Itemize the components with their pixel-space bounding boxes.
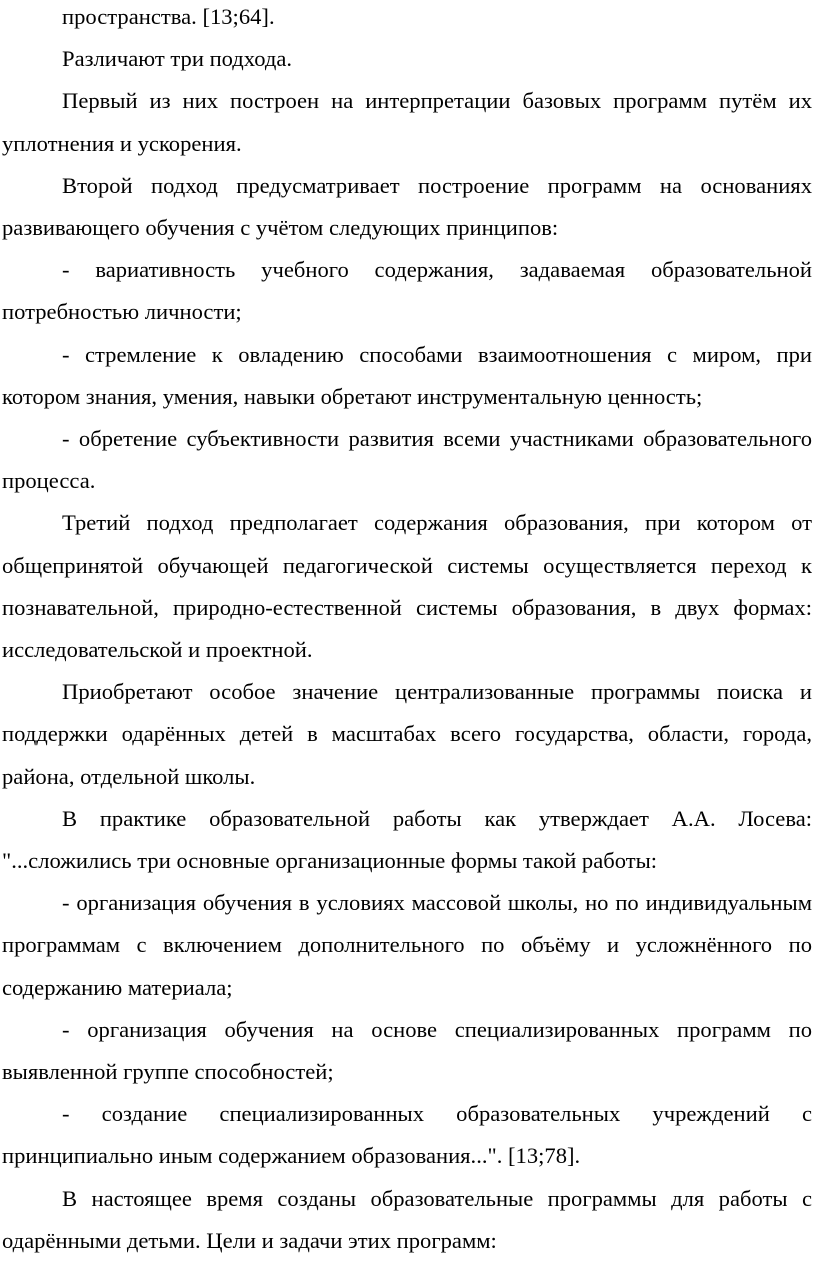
list-item-variability: - вариативность учебного содержания, задаваемая образовательной потребностью личности; — [2, 257, 812, 325]
paragraph-losева-quote: В практике образовательной работы как утверждает А.А. Лосева: "...сложились три основные организационные формы такой работы: — [2, 805, 812, 874]
list-item-mass-school: - организация обучения в условиях массовой школы, но по индивидуальным программам с включением дополнительного по объёму и усложнённого по содержанию материала; — [2, 890, 812, 1000]
paragraph-second-approach: Второй подход предусматривает построение программ на основаниях развивающего обучения с учётом следующих принципов: — [2, 172, 812, 241]
paragraph-continuation: пространства. [13;64]. — [62, 4, 275, 29]
paragraph-approaches-intro: Различают три подхода. — [62, 46, 293, 72]
paragraph-first-approach: Первый из них построен на интерпретации базовых программ путём их уплотнения и ускорения. — [2, 88, 812, 156]
list-item-specialized-institutions: - создание специализированных образовательных учреждений с принципиально иным содержанием образования...". [13;78]. — [2, 1101, 812, 1169]
paragraph-third-approach: Третий подход предполагает содержания образования, при котором от общепринятой обучающей педагогической системы осуществляется переход к познавательной, природно-естественной системы образования, в двух формах: исследовательской и проектной. — [2, 510, 812, 663]
paragraph-centralized-programs: Приобретают особое значение централизованные программы поиска и поддержки одарённых детей в масштабах всего государства, области, города, района, отдельной школы. — [2, 679, 812, 789]
paragraph-current-programs: В настоящее время созданы образовательные программы для работы с одарёнными детьми. Цели и задачи этих программ: — [2, 1185, 812, 1253]
list-item-aspiration: - стремление к овладению способами взаимоотношения с миром, при котором знания, умения, навыки обретают инструментальную ценность; — [2, 341, 812, 409]
document-body — [2, 0, 812, 1262]
list-item-specialized-programs: - организация обучения на основе специализированных программ по выявленной группе способностей; — [2, 1016, 812, 1085]
list-item-subjectivity: - обретение субъективности развития всеми участниками образовательного процесса. — [2, 426, 812, 494]
